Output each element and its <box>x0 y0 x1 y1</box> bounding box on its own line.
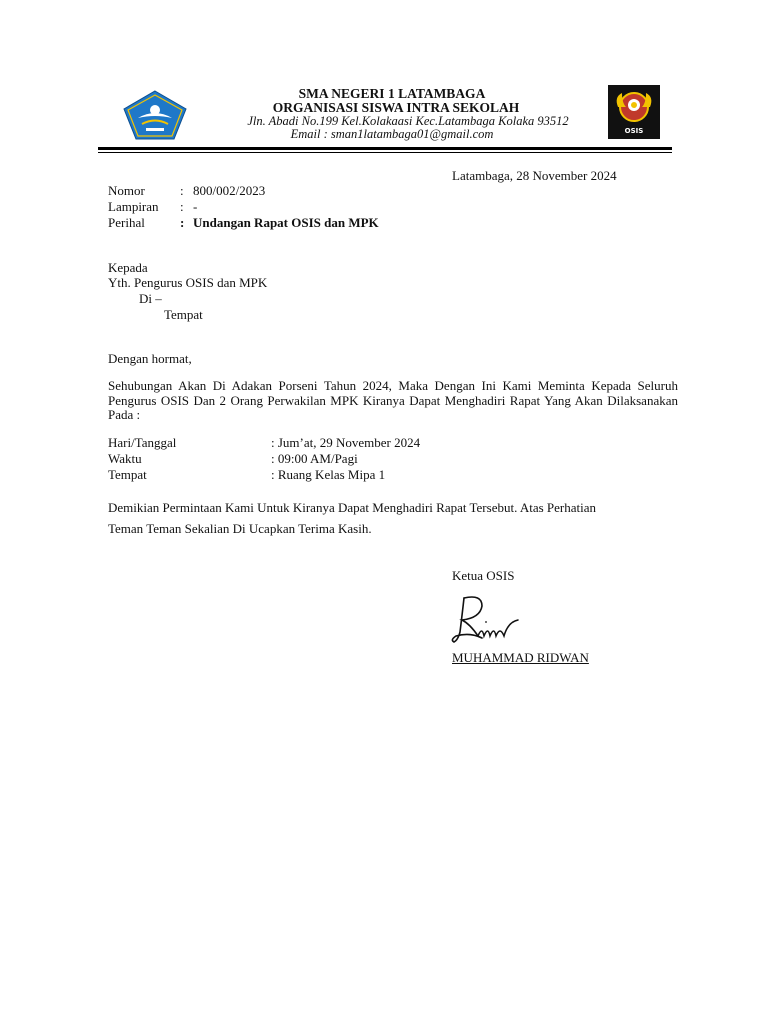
school-address: Jln. Abadi No.199 Kel.Kolakaasi Kec.Latambaga Kolaka 93512 <box>247 114 569 128</box>
organization-name: ORGANISASI SISWA INTRA SEKOLAH <box>272 100 520 115</box>
closing-line-1: Demikian Permintaan Kami Untuk Kiranya Dapat Menghadiri Rapat Tersebut. Atas Perhatian <box>108 500 597 515</box>
greeting: Dengan hormat, <box>108 351 192 366</box>
osis-logo-text: OSIS <box>624 127 644 135</box>
letter-date: Latambaga, 28 November 2024 <box>452 168 617 183</box>
letterhead-rule-thin <box>98 152 672 153</box>
recipient-kepada: Kepada <box>108 260 148 275</box>
nomor-value: 800/002/2023 <box>193 183 266 198</box>
school-name: SMA NEGERI 1 LATAMBAGA <box>298 86 486 101</box>
perihal-label: Perihal <box>108 215 145 230</box>
tempat-label: Tempat <box>108 467 147 482</box>
nomor-label: Nomor <box>108 183 145 198</box>
handwritten-signature <box>448 592 528 648</box>
perihal-value: Undangan Rapat OSIS dan MPK <box>193 215 379 230</box>
waktu-value: : 09:00 AM/Pagi <box>271 451 358 466</box>
recipient-tempat: Tempat <box>164 307 203 322</box>
recipient-di: Di – <box>139 291 162 306</box>
signature-name: MUHAMMAD RIDWAN <box>452 650 589 665</box>
lampiran-colon: : <box>180 199 184 214</box>
body-paragraph: Sehubungan Akan Di Adakan Porseni Tahun 2024, Maka Dengan Ini Kami Meminta Kepada Seluruh Pengurus OSIS Dan 2 Orang Perwakilan MPK Kiranya Dapat Menghadiri Rapat Yang Akan Dilaksanakan Pada : <box>108 378 678 422</box>
hari-label: Hari/Tanggal <box>108 435 177 450</box>
recipient-yth: Yth. Pengurus OSIS dan MPK <box>108 275 268 290</box>
nomor-colon: : <box>180 183 184 198</box>
school-email: Email : sman1latambaga01@gmail.com <box>290 127 494 141</box>
lampiran-value: - <box>193 199 198 214</box>
hari-value: : Jum’at, 29 November 2024 <box>271 435 421 450</box>
perihal-colon: : <box>180 215 185 230</box>
signature-title: Ketua OSIS <box>452 568 515 583</box>
closing-line-2: Teman Teman Sekalian Di Ucapkan Terima Kasih. <box>108 521 372 536</box>
lampiran-label: Lampiran <box>108 199 159 214</box>
letterhead-rule-thick <box>98 147 672 150</box>
tempat-value: : Ruang Kelas Mipa 1 <box>271 467 386 482</box>
waktu-label: Waktu <box>108 451 142 466</box>
